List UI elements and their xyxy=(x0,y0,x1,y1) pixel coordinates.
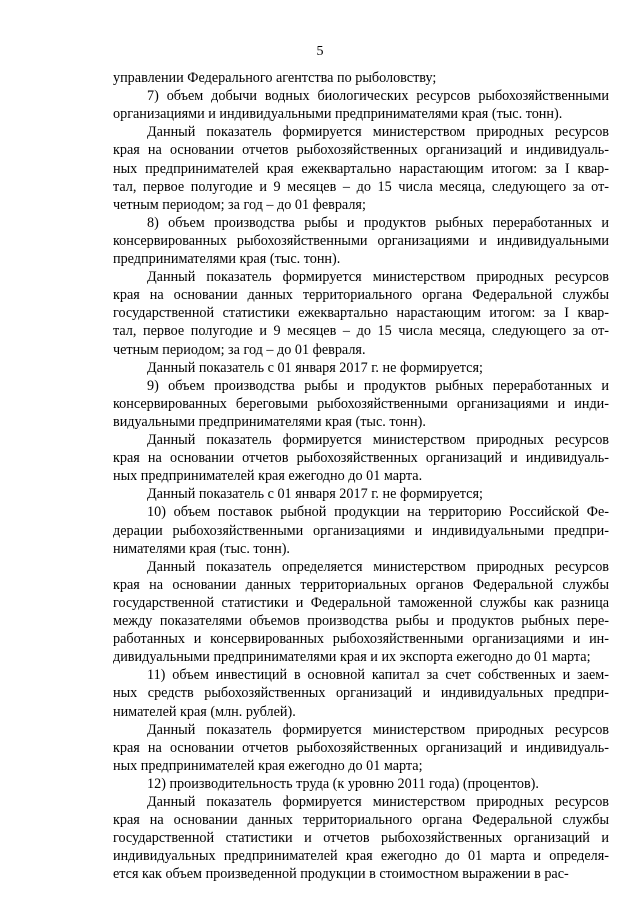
text-line: края на основании отчетов рыбохозяйственных организаций и индивидуаль- xyxy=(113,142,609,159)
text-line: организациями и индивидуальными предпринимателями края (тыс. тонн). xyxy=(113,106,563,123)
text-line: государственной статистики ежеквартально нарастающим итогом: за I квар- xyxy=(113,305,609,322)
text-line: государственной статистики и Федеральной таможенной службы как разница xyxy=(113,594,609,611)
text-line: консервированных рыбохозяйственными организациями и индивидуальными xyxy=(113,232,609,249)
text-line: индивидуальных предпринимателей края ежегодно до 01 марта и определя- xyxy=(113,848,609,865)
text-line: работанных и консервированных рыбохозяйственными организациями и ин- xyxy=(113,631,609,648)
text-line: 9) объем производства рыбы и продуктов рыбных переработанных и xyxy=(147,377,609,394)
text-line: тал, первое полугодие и 9 месяцев – до 15 числа месяца, следующего за от- xyxy=(113,323,609,340)
text-line: ных средств рыбохозяйственных организаций и индивидуальных предпри- xyxy=(113,685,609,702)
text-line: Данный показатель формируется министерством природных ресурсов xyxy=(147,269,609,286)
text-line: Данный показатель формируется министерством природных ресурсов xyxy=(147,721,609,738)
text-line: Данный показатель формируется министерством природных ресурсов xyxy=(147,124,609,141)
text-line: Данный показатель формируется министерством природных ресурсов xyxy=(147,794,609,810)
text-line: четным периодом; за год – до 01 февраля. xyxy=(113,341,366,358)
text-line: дивидуальными предпринимателями края и их экспорта ежегодно до 01 марта; xyxy=(113,649,591,666)
text-line: нимателями края (тыс. тонн). xyxy=(113,540,290,557)
text-line: видуальными предпринимателями края (тыс. тонн). xyxy=(113,413,426,430)
text-line: Данный показатель с 01 января 2017 г. не формируется; xyxy=(147,486,483,503)
text-line: края на основании данных территориальных органов Федеральной службы xyxy=(113,576,609,593)
text-line: края на основании отчетов рыбохозяйственных организаций и индивидуаль- xyxy=(113,739,609,756)
text-line: ется как объем произведенной продукции в стоимостном выражении в рас- xyxy=(113,866,569,883)
text-line: дерации рыбохозяйственными организациями и индивидуальными предпри- xyxy=(113,522,609,539)
text-line: тал, первое полугодие и 9 месяцев – до 15 числа месяца, следующего за от- xyxy=(113,178,609,195)
text-line: края на основании отчетов рыбохозяйственных организаций и индивидуаль- xyxy=(113,450,609,467)
text-line: ных предпринимателей края ежеквартально нарастающим итогом: за I квар- xyxy=(113,160,609,177)
text-line: Данный показатель формируется министерством природных ресурсов xyxy=(147,432,609,448)
text-line: управлении Федерального агентства по рыболовству; xyxy=(113,70,437,86)
text-line: между показателями объемов производства рыбы и продуктов рыбных пере- xyxy=(113,613,609,629)
text-line: четным периодом; за год – до 01 февраля; xyxy=(113,196,366,213)
text-line: ных предпринимателей края ежегодно до 01 марта. xyxy=(113,468,423,485)
text-line: государственной статистики и отчетов рыбохозяйственных организаций и xyxy=(113,830,609,847)
text-line: 11) объем инвестиций в основной капитал за счет собственных и заем- xyxy=(147,667,609,684)
text-line: Данный показатель определяется министерством природных ресурсов xyxy=(147,558,609,575)
text-line: 8) объем производства рыбы и продуктов рыбных переработанных и xyxy=(147,214,609,231)
text-line: 10) объем поставок рыбной продукции на территорию Российской Фе- xyxy=(147,504,609,521)
text-line: консервированных береговыми рыбохозяйственными организациями и инди- xyxy=(113,395,609,412)
text-line: края на основании данных территориального органа Федеральной службы xyxy=(113,812,609,829)
page-number: 5 xyxy=(316,44,324,59)
text-line: 7) объем добычи водных биологических ресурсов рыбохозяйственными xyxy=(147,88,609,105)
text-line: края на основании данных территориального органа Федеральной службы xyxy=(113,287,609,304)
text-line: Данный показатель с 01 января 2017 г. не формируется; xyxy=(147,359,483,376)
text-line: предпринимателями края (тыс. тонн). xyxy=(113,251,341,267)
text-line: ных предпринимателей края ежегодно до 01 марта; xyxy=(113,757,423,774)
text-line: 12) производительность труда (к уровню 2011 года) (процентов). xyxy=(147,775,539,792)
text-line: нимателей края (млн. рублей). xyxy=(113,703,296,720)
